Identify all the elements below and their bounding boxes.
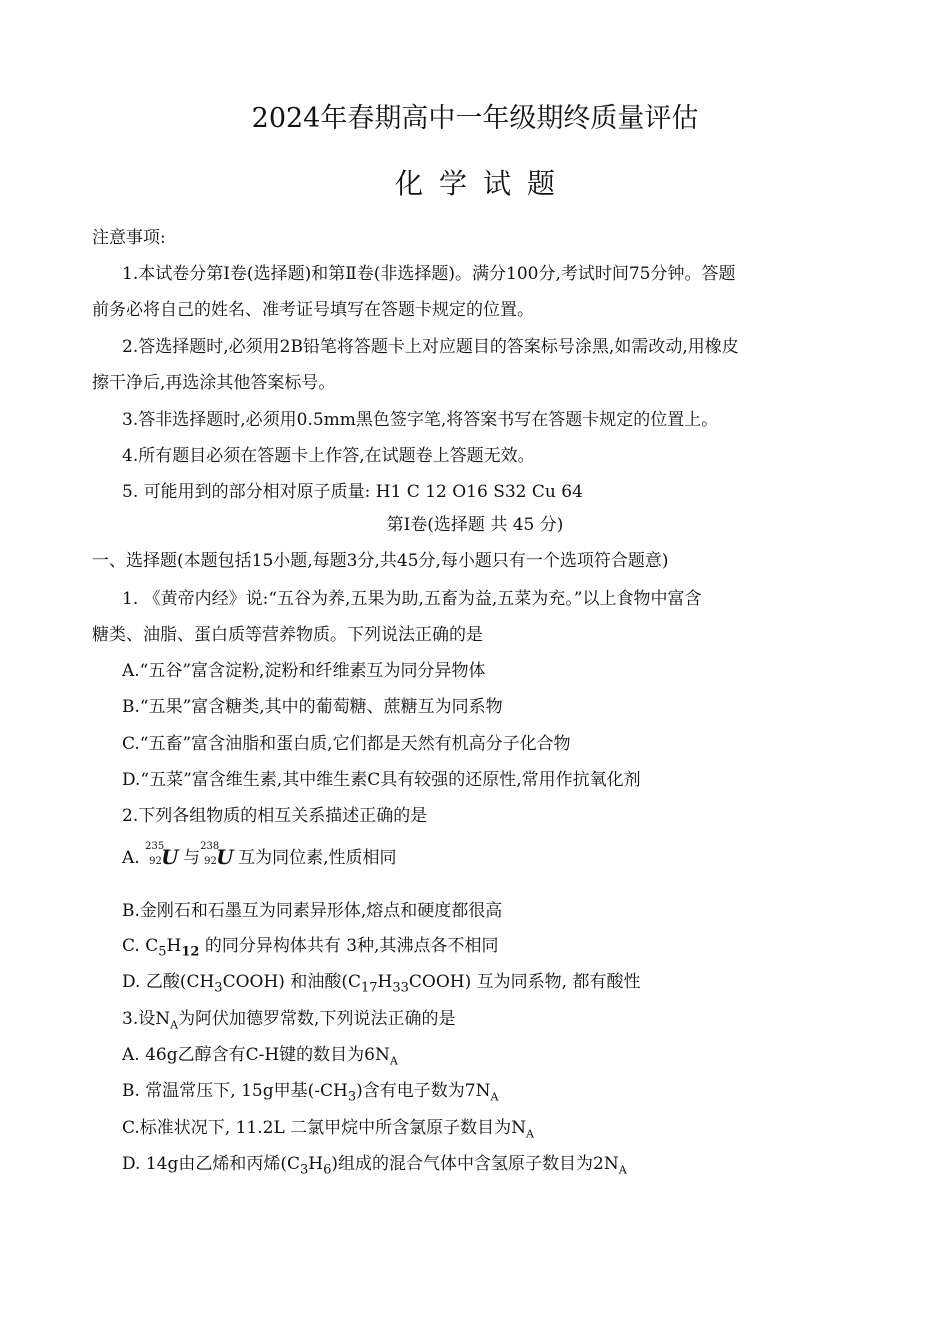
q1-option-c: C.“五畜”富含油脂和蛋白质,它们都是天然有机高分子化合物 (122, 734, 571, 754)
notice-heading: 注意事项: (92, 228, 166, 248)
q2-option-a (122, 842, 397, 873)
q2-a-rest: 互为同位素,性质相同 (238, 848, 397, 868)
formula-subscript: 3 (300, 1162, 309, 1178)
q1-option-a: A.“五谷”富含淀粉,淀粉和纤维素互为同分异物体 (122, 661, 486, 681)
avogadro-subscript: A (389, 1054, 398, 1068)
avogadro-subscript: A (170, 1018, 179, 1032)
isotope-mass-number: 238 (200, 841, 220, 852)
notice-item-4: 4.所有题目必须在答题卡上作答,在试题卷上答题无效。 (122, 446, 535, 466)
formula-subscript: 6 (323, 1162, 332, 1178)
q2-c-label: C. (122, 936, 146, 956)
q2-option-d (122, 971, 640, 999)
uranium-238-isotope (200, 842, 238, 872)
isotope-atomic-number: 92 (149, 856, 162, 867)
section-heading: 一、选择题(本题包括15小题,每题3分,共45分,每小题只有一个选项符合题意) (92, 551, 669, 571)
q3-option-d (122, 1153, 627, 1181)
uranium-235-isotope (145, 842, 183, 872)
q2-option-b: B.金刚石和石墨互为同素异形体,熔点和硬度都很高 (122, 901, 503, 921)
q2-option-c (122, 935, 498, 963)
isotope-mass-number: 235 (145, 841, 165, 852)
notice-item-1a: 1.本试卷分第Ⅰ卷(选择题)和第Ⅱ卷(非选择题)。满分100分,考试时间75分钟。答题 (122, 264, 736, 284)
q2-d-text: COOH) 互为同系物, 都有酸性 (408, 972, 641, 992)
q3-stem (122, 1008, 455, 1036)
q3-stem-text: 3.设N (122, 1009, 171, 1029)
isotope-symbol: U (161, 845, 179, 869)
avogadro-subscript: A (490, 1090, 499, 1104)
q1-stem-a: 1. 《黄帝内经》说:“五谷为养,五果为助,五畜为益,五菜为充。”以上食物中富含 (122, 589, 702, 609)
q1-option-b: B.“五果”富含糖类,其中的葡萄糖、蔗糖互为同系物 (122, 697, 503, 717)
q1-stem-b: 糖类、油脂、蛋白质等营养物质。下列说法正确的是 (92, 625, 483, 645)
notice-item-3: 3.答非选择题时,必须用0.5mm黑色签字笔,将答案书写在答题卡规定的位置上。 (122, 410, 719, 430)
q3-option-a (122, 1044, 398, 1072)
q3-d-text: )组成的混合气体中含氢原子数目为2N (331, 1154, 619, 1174)
q2-stem: 2.下列各组物质的相互关系描述正确的是 (122, 806, 428, 826)
formula-subscript: 12 (181, 944, 200, 960)
exam-title: 2024年春期高中一年级期终质量评估 (251, 103, 699, 134)
q3-option-c (122, 1117, 534, 1145)
isotope-symbol: U (216, 845, 234, 869)
q2-d-text: D. 乙酸(CH (122, 972, 215, 992)
formula-subscript: 3 (347, 1089, 357, 1105)
formula-element: H (166, 936, 182, 956)
notice-item-5: 5. 可能用到的部分相对原子质量: H1 C 12 O16 S32 Cu 64 (122, 482, 583, 502)
q2-d-text: COOH) 和油酸(C (222, 972, 361, 992)
q3-d-text: H (308, 1154, 324, 1174)
q2-a-mid: 与 (183, 848, 201, 868)
formula-subscript: 33 (392, 980, 409, 996)
q3-option-b (122, 1080, 498, 1108)
avogadro-subscript: A (618, 1163, 627, 1177)
q2-a-label: A. (122, 848, 140, 868)
avogadro-subscript: A (526, 1127, 534, 1141)
formula-subscript: 17 (360, 980, 378, 996)
notice-item-2a: 2.答选择题时,必须用2B铅笔将答题卡上对应题目的答案标号涂黑,如需改动,用橡皮 (122, 337, 739, 357)
formula-subscript: 3 (214, 980, 223, 996)
notice-item-2b: 擦干净后,再选涂其他答案标号。 (92, 373, 336, 393)
isotope-atomic-number: 92 (204, 856, 217, 867)
formula-subscript: 5 (158, 944, 167, 960)
formula-element: C (145, 936, 159, 956)
q3-b-text: )含有电子数为7N (356, 1081, 491, 1101)
subject-title: 化学试题 (394, 167, 571, 200)
q2-d-text: H (377, 972, 393, 992)
q3-b-text: B. 常温常压下, 15g甲基(-CH (122, 1081, 348, 1101)
q3-c-text: C.标准状况下, 11.2L 二氯甲烷中所含氯原子数目为N (122, 1118, 527, 1138)
part1-heading: 第Ⅰ卷(选择题 共 45 分) (386, 515, 564, 535)
q1-option-d: D.“五菜”富含维生素,其中维生素C具有较强的还原性,常用作抗氧化剂 (122, 770, 641, 790)
q3-a-text: A. 46g乙醇含有C-H键的数目为6N (122, 1045, 390, 1065)
q2-c-rest: 的同分异构体共有 3种,其沸点各不相同 (199, 936, 499, 956)
q3-d-text: D. 14g由乙烯和丙烯(C (122, 1154, 300, 1174)
q3-stem-text: 为阿伏加德罗常数,下列说法正确的是 (178, 1009, 456, 1029)
notice-item-1b: 前务必将自己的姓名、准考证号填写在答题卡规定的位置。 (92, 300, 534, 320)
